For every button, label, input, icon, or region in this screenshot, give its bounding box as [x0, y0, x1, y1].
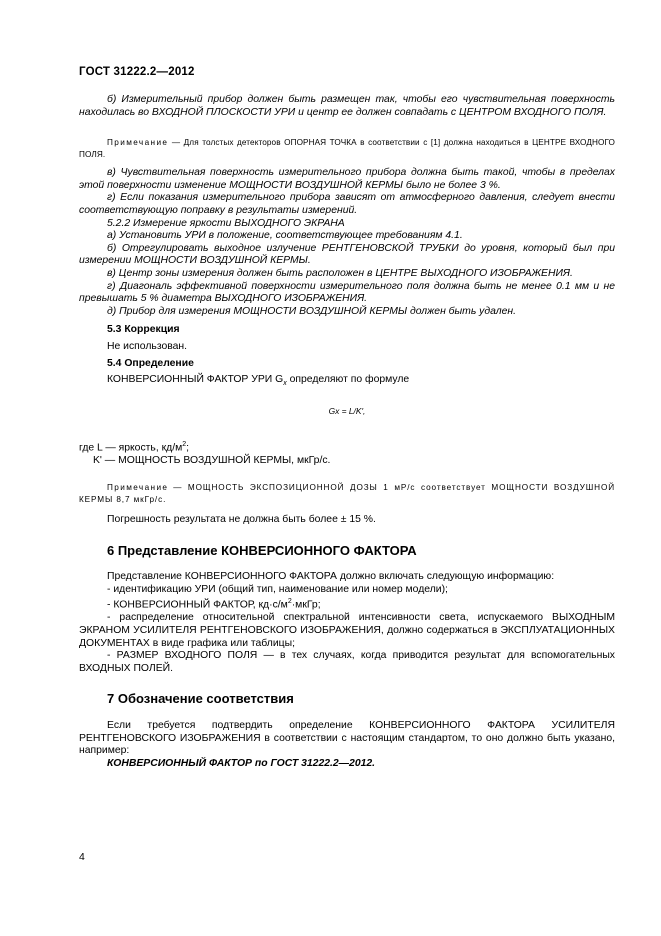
section-6-heading: 6 Представление КОНВЕРСИОННОГО ФАКТОРА — [107, 542, 417, 558]
uncertainty: Погрешность результата не должна быть более ± 15 %. — [107, 514, 376, 526]
section-5-4-title: 5.4 Определение — [107, 357, 194, 369]
item-2-text: - КОНВЕРСИОННЫЙ ФАКТОР, кд·с/м — [107, 599, 288, 611]
note-2-text: — МОЩНОСТЬ ЭКСПОЗИЦИОННОЙ ДОЗЫ 1 мР/с соответствует МОЩНОСТИ ВОЗДУШНОЙ КЕРМЫ 8,7 мкГр/с. — [79, 483, 616, 505]
note-1-text: — Для толстых детекторов ОПОРНАЯ ТОЧКА в соответствии с [1] должна находиться в ЦЕНТРЕ ВХОДНОГО ПОЛЯ. — [79, 138, 616, 160]
item-5-2-2-b: б) Отрегулировать выходное излучение РЕНТГЕНОВСКОЙ ТРУБКИ до уровня, который был при измерении МОЩНОСТИ ВОЗДУШНОЙ КЕРМЫ. — [79, 242, 615, 267]
section-6-item-1: - идентификацию УРИ (общий тип, наименование или номер модели); — [107, 583, 448, 595]
paragraph-b: б) Измерительный прибор должен быть размещен так, чтобы его чувствительная поверхность находилась во ВХОДНОЙ ПЛОСКОСТИ УРИ и центр ее должен совпадать с ЦЕНТРОМ ВХОДНОГО ПОЛЯ. — [79, 94, 615, 118]
page-content — [79, 94, 615, 770]
section-7-heading: 7 Обозначение соответствия — [107, 691, 294, 707]
document-header: ГОСТ 31222.2—2012 — [79, 66, 195, 78]
intro-text-tail: определяют по формуле — [286, 374, 410, 386]
where-line-2: K' — МОЩНОСТЬ ВОЗДУШНОЙ КЕРМЫ, мкГр/с. — [93, 455, 331, 467]
section-5-3-title: 5.3 Коррекция — [107, 324, 180, 336]
section-5-3-text: Не использован. — [107, 340, 188, 352]
paragraph-v: в) Чувствительная поверхность измерительного прибора должна быть такой, чтобы в пределах этой поверхности изменение МОЩНОСТИ ВОЗДУШНОЙ КЕРМЫ было не более 3 %. — [79, 167, 615, 191]
where-1-tail: ; — [186, 442, 190, 454]
section-7-example: КОНВЕРСИОННЫЙ ФАКТОР по ГОСТ 31222.2—2012. — [107, 757, 376, 769]
where-1-text: где L — яркость, кд/м — [79, 442, 183, 454]
where-line-1 — [79, 439, 615, 455]
section-6-item-2 — [79, 596, 615, 612]
item-5-2-2-v: в) Центр зоны измерения должен быть расположен в ЦЕНТРЕ ВЫХОДНОГО ИЗОБРАЖЕНИЯ. — [107, 267, 573, 279]
item-5-2-2-g: г) Диагональ эффективной поверхности измерительного поля должна быть не менее 0.1 мм и не превышать 5 % диаметра ВЫХОДНОГО ИЗОБРАЖЕНИЯ. — [79, 280, 615, 305]
where-1-sup: 2 — [182, 441, 187, 449]
section-6-item-3: - распределение относительной спектральной интенсивности света, испускаемого ВЫХОДНЫМ ЭКРАНОМ УСИЛИТЕЛЯ РЕНТГЕНОВСКОГО ИЗОБРАЖЕНИЯ, должно содержаться в ЭКСПЛУАТАЦИОННЫХ ДОКУМЕНТАХ в виде графика или таблицы; — [79, 612, 615, 649]
section-6-intro: Представление КОНВЕРСИОННОГО ФАКТОРА должно включать следующую информацию: — [107, 571, 555, 583]
intro-text: КОНВЕРСИОННЫЙ ФАКТОР УРИ G — [107, 374, 284, 386]
item-2-sup: 2 — [287, 598, 292, 606]
note-2 — [79, 482, 615, 506]
section-6-item-4: - РАЗМЕР ВХОДНОГО ПОЛЯ — в тех случаях, когда приводится результат для вспомогательных ВХОДНЫХ ПОЛЕЙ. — [79, 650, 615, 674]
paragraph-g: г) Если показания измерительного прибора зависят от атмосферного давления, следует внести соответствующую поправку в результаты измерений. — [79, 192, 615, 216]
section-5-4-intro — [79, 374, 615, 391]
note-1 — [79, 137, 615, 161]
subsection-5-2-2: 5.2.2 Измерение яркости ВЫХОДНОГО ЭКРАНА — [107, 217, 345, 229]
note-2-label: Примечание — [107, 483, 169, 493]
section-7-text: Если требуется подтвердить определение КОНВЕРСИОННОГО ФАКТОРА УСИЛИТЕЛЯ РЕНТГЕНОВСКОГО ИЗОБРАЖЕНИЯ в соответствии с настоящим стандартом, то оно должно быть указано, например: — [79, 720, 615, 757]
item-5-2-2-a: а) Установить УРИ в положение, соответствующее требованиям 4.1. — [107, 230, 463, 242]
item-5-2-2-d: д) Прибор для измерения МОЩНОСТИ ВОЗДУШНОЙ КЕРМЫ должен быть удален. — [107, 305, 517, 317]
intro-subscript: x — [283, 380, 287, 388]
note-1-label: Примечание — [107, 138, 169, 148]
item-2-tail: ·мкГр; — [291, 599, 321, 611]
formula: Gx = L/K', — [328, 405, 366, 416]
page-number: 4 — [79, 852, 85, 863]
